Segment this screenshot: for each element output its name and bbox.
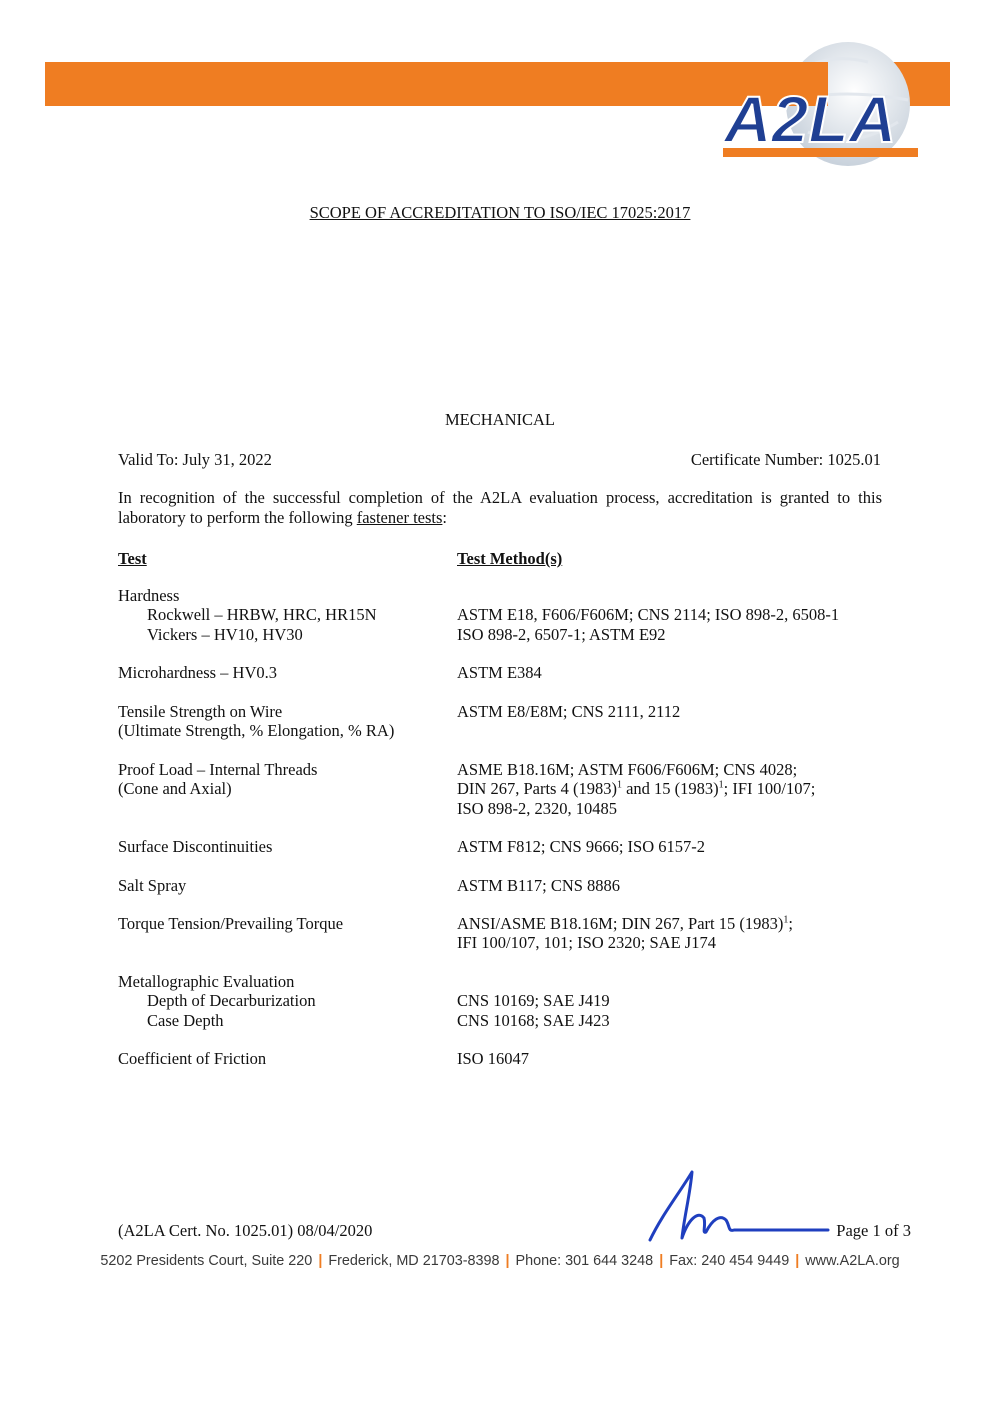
- test-name: Proof Load – Internal Threads: [118, 760, 318, 779]
- test-name: Torque Tension/Prevailing Torque: [118, 914, 344, 933]
- footer-fax: Fax: 240 454 9449: [669, 1253, 790, 1269]
- a2la-logo: [718, 42, 918, 172]
- test-method: ASTM E8/E8M; CNS 2111, 2112: [457, 702, 681, 721]
- test-method: ISO 16047: [457, 1049, 529, 1068]
- test-name-note: (Ultimate Strength, % Elongation, % RA): [118, 721, 395, 741]
- page-number: Page 1 of 3: [836, 1221, 911, 1240]
- test-name: Hardness: [118, 586, 180, 605]
- footnote-marker: 1: [718, 779, 724, 791]
- footer-address: 5202 Presidents Court, Suite 220: [100, 1253, 313, 1269]
- footer-city: Frederick, MD 21703-8398: [328, 1253, 500, 1269]
- test-method: CNS 10168; SAE J423: [457, 1010, 610, 1030]
- footnote-marker: 1: [783, 914, 789, 926]
- logo-text: A2LA: [724, 82, 897, 156]
- scope-title: SCOPE OF ACCREDITATION TO ISO/IEC 17025:2017: [309, 203, 691, 222]
- signature: [640, 1160, 830, 1250]
- test-name: Salt Spray: [118, 876, 187, 895]
- test-name: Microhardness – HV0.3: [118, 663, 278, 682]
- section-title: MECHANICAL: [445, 410, 555, 429]
- test-method: ISO 898-2, 6507-1; ASTM E92: [457, 624, 666, 644]
- test-method: ASTM E384: [457, 663, 542, 682]
- footer-website: www.A2LA.org: [805, 1253, 900, 1269]
- test-subname: Case Depth: [147, 1010, 224, 1030]
- test-name: Surface Discontinuities: [118, 837, 273, 856]
- test-subname: Vickers – HV10, HV30: [147, 624, 303, 644]
- test-method: ASTM F812; CNS 9666; ISO 6157-2: [457, 837, 705, 856]
- test-method: CNS 10169; SAE J419: [457, 991, 610, 1011]
- test-method: DIN 267, Parts 4 $(1983)^1$ and 15 $(1983)^1$; IFI 100/107;: [457, 779, 816, 799]
- test-method: ASTM B117; CNS 8886: [457, 876, 621, 895]
- test-subname: Rockwell – HRBW, HRC, HR15N: [147, 605, 377, 625]
- certificate-number: Certificate Number: 1025.01: [690, 450, 881, 469]
- test-name: Metallographic Evaluation: [118, 972, 295, 991]
- test-name: Coefficient of Friction: [118, 1049, 267, 1068]
- intro-paragraph: [118, 488, 882, 527]
- fastener-tests-text: fastener tests: [356, 507, 443, 527]
- test-method: ASTM E18, F606/F606M; CNS 2114; ISO 898-2, 6508-1: [457, 605, 840, 625]
- test-subname: Depth of Decarburization: [147, 991, 316, 1011]
- column-header-test: Test: [118, 549, 147, 568]
- test-method: ASME B18.16M; ASTM F606/F606M; CNS 4028;: [457, 760, 798, 779]
- test-method: ANSI/ASME B18.16M; DIN 267, Part 15 $(1983)^1$;: [457, 914, 793, 933]
- intro-text: In recognition of the successful completion of the A2LA evaluation process, accreditation is granted to this laboratory to perform the following: [118, 488, 882, 527]
- footnote-marker: 1: [616, 779, 622, 791]
- test-name: Tensile Strength on Wire: [118, 702, 283, 721]
- intro-end: :: [442, 507, 448, 527]
- footer-phone: Phone: 301 644 3248: [515, 1253, 654, 1269]
- footer-contact: 5202 Presidents Court, Suite 220 | Frederick, MD 21703-8398 | Phone: 301 644 3248 | Fax: 240 454 9449 | www.A2LA.org: [100, 1253, 900, 1269]
- test-method: IFI 100/107, 101; ISO 2320; SAE J174: [457, 933, 716, 953]
- cert-date-line: (A2LA Cert. No. 1025.01) 08/04/2020: [118, 1221, 373, 1240]
- test-method: ISO 898-2, 2320, 10485: [457, 798, 617, 818]
- column-header-method: Test Method(s): [457, 549, 563, 568]
- test-name-note: (Cone and Axial): [118, 779, 232, 799]
- valid-to-date: Valid To: July 31, 2022: [118, 450, 272, 469]
